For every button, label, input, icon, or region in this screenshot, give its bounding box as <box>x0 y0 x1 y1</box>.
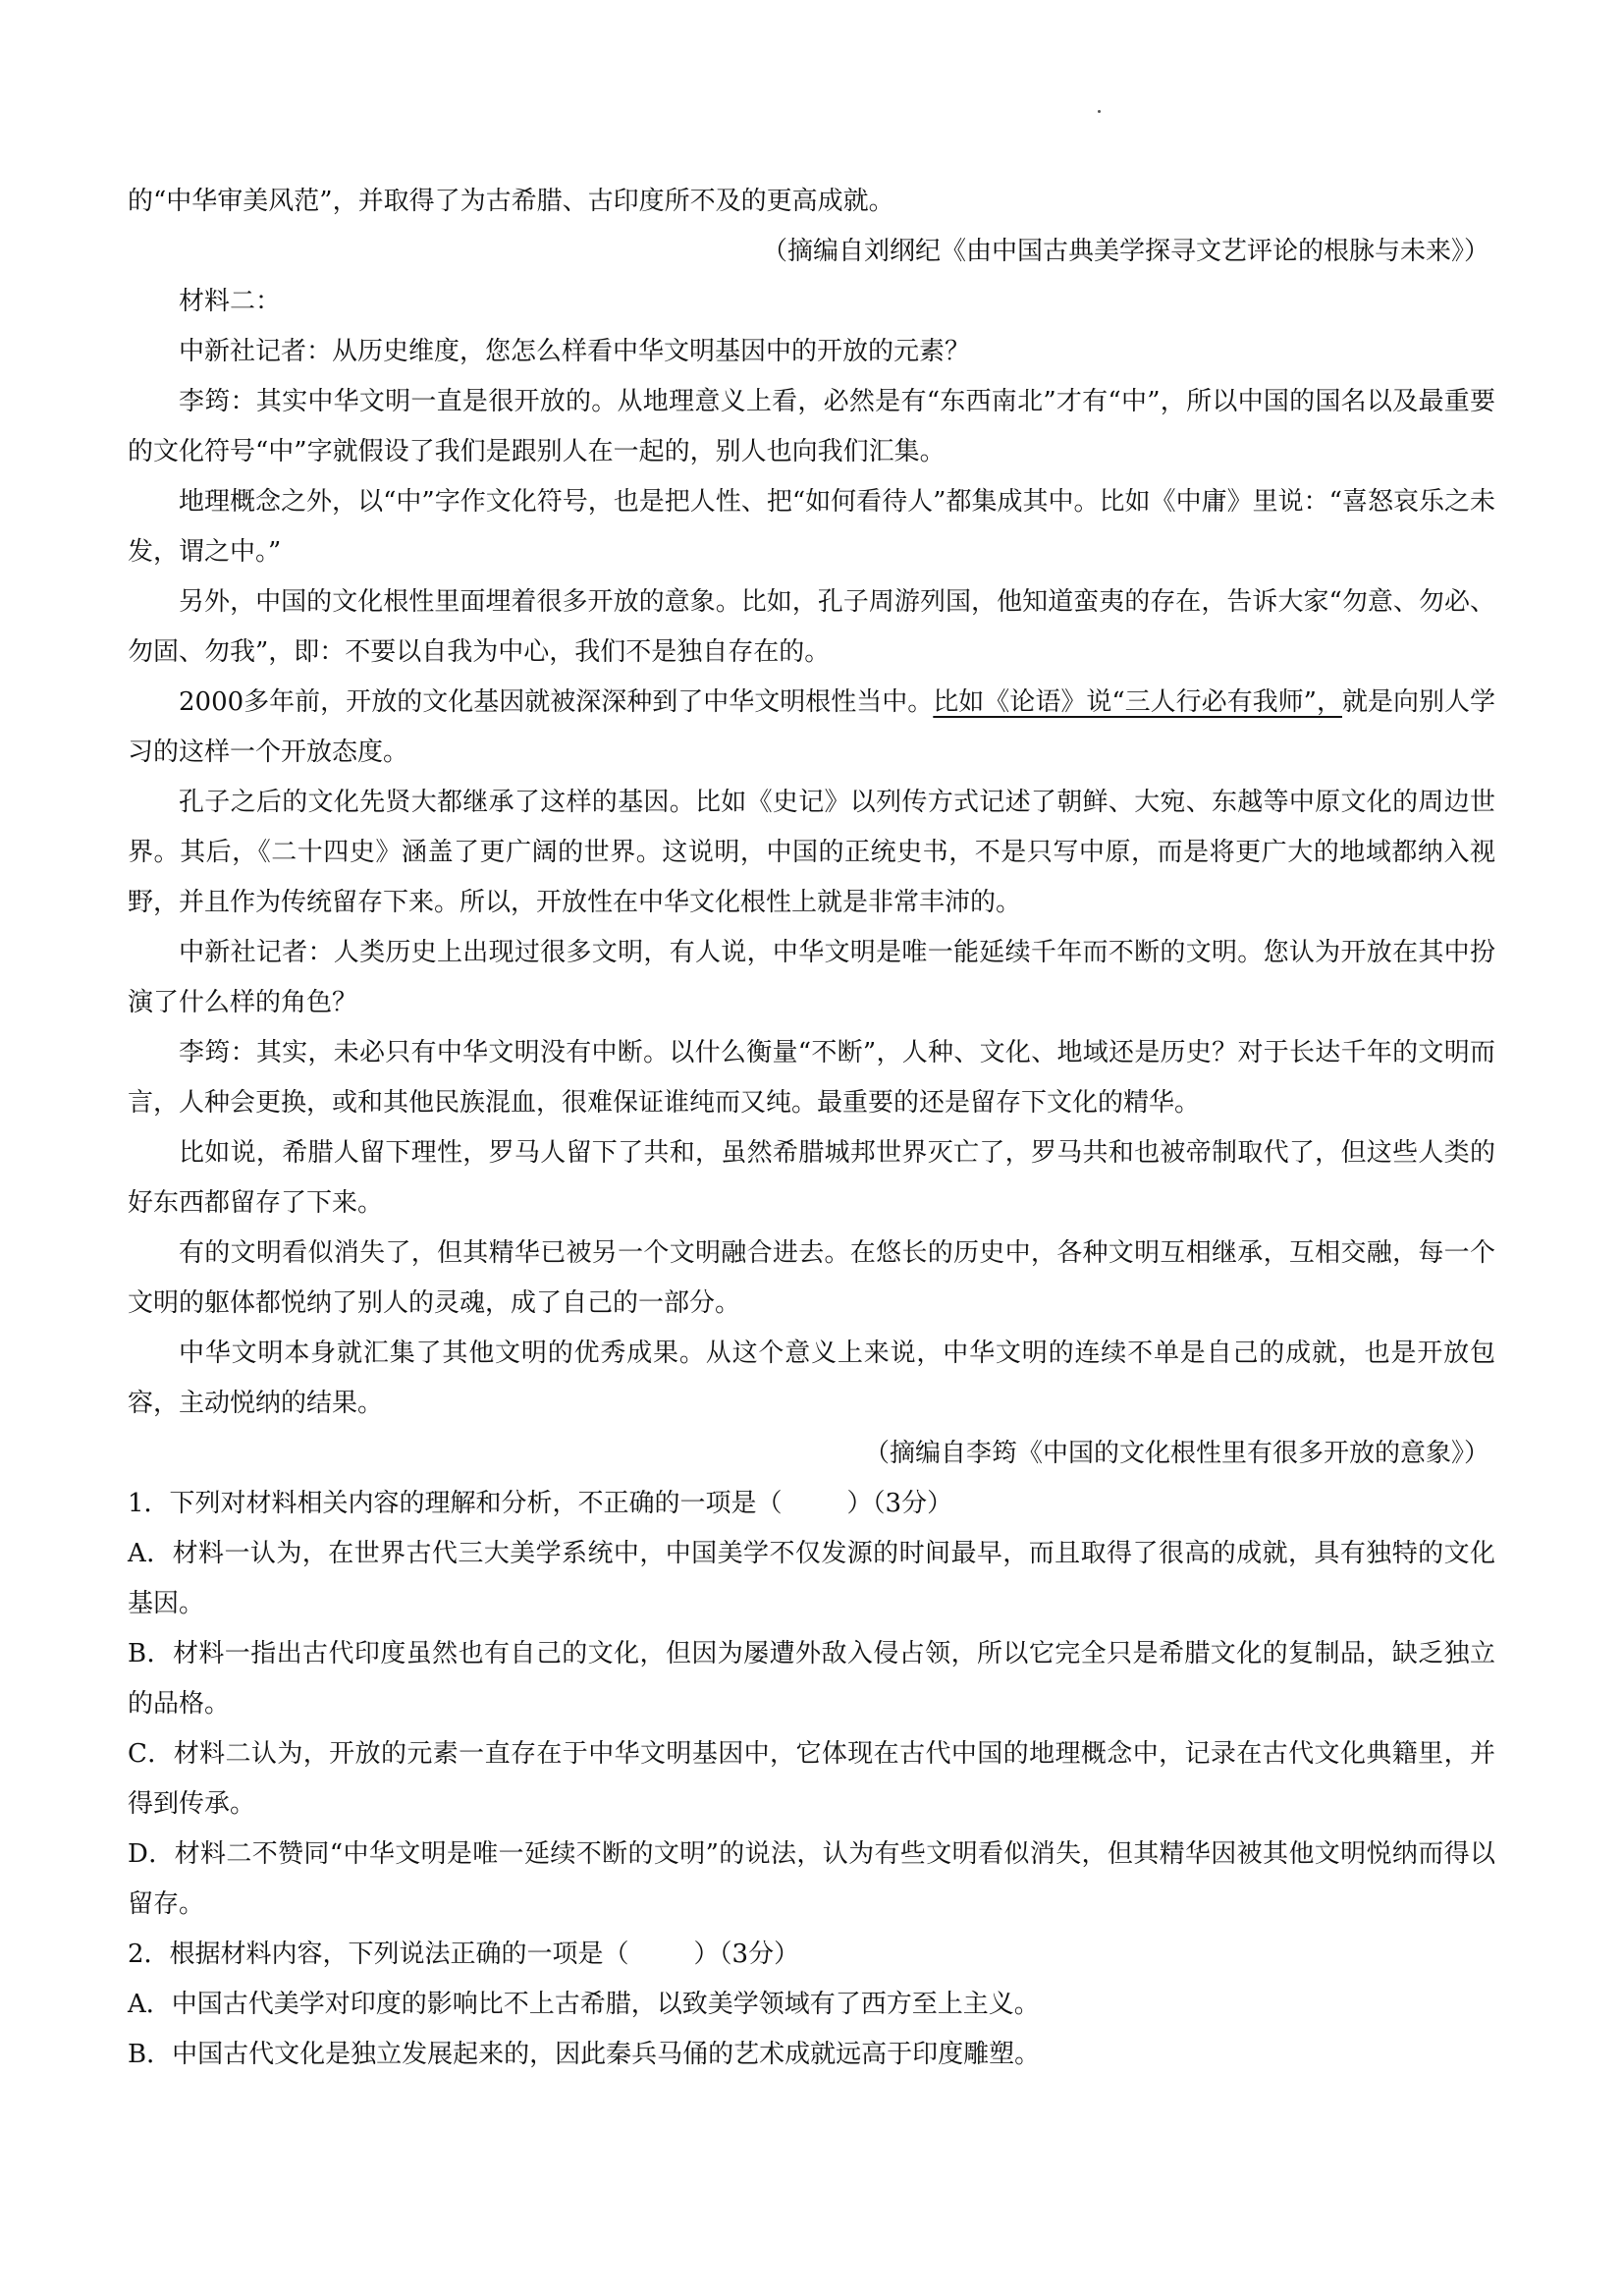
p5-before: 2000多年前，开放的文化基因就被深深种到了中华文明根性当中。 <box>179 687 934 717</box>
p5-after: 就是向别人学习的这样一个开放态度。 <box>128 687 1495 767</box>
question1-option-c: C．材料二认为，开放的元素一直存在于中华文明基因中，它体现在古代中国的地理概念中，记录在古代文化典籍里，并得到传承。 <box>128 1739 1495 1819</box>
paragraph: 中新社记者：从历史维度，您怎么样看中华文明基因中的开放的元素？ <box>179 337 971 366</box>
paragraph: 地理概念之外，以“中”字作文化符号，也是把人性、把“如何看待人”都集成其中。比如《中庸》里说：“喜怒哀乐之未发，谓之中。” <box>128 487 1495 567</box>
paragraph: 孔子之后的文化先贤大都继承了这样的基因。比如《史记》以列传方式记述了朝鲜、大宛、东越等中原文化的周边世界。其后，《二十四史》涵盖了更广阔的世界。这说明，中国的正统史书，不是只写中原，而是将更广大的地域都纳入视野，并且作为传统留存下来。所以，开放性在中华文化根性上就是非常丰沛的。 <box>128 788 1495 917</box>
paragraph: 中华文明本身就汇集了其他文明的优秀成果。从这个意义上来说，中华文明的连续不单是自己的成就，也是开放包容，主动悦纳的结果。 <box>128 1339 1495 1418</box>
question2-option-a: A．中国古代美学对印度的影响比不上古希腊，以致美学领域有了西方至上主义。 <box>128 1990 1040 2019</box>
paragraph: 中新社记者：人类历史上出现过很多文明，有人说，中华文明是唯一能延续千年而不断的文明。您认为开放在其中扮演了什么样的角色？ <box>128 938 1495 1017</box>
corner-dot <box>1098 110 1101 113</box>
material1-last-line: 的“中华审美风范”，并取得了为古希腊、古印度所不及的更高成就。 <box>128 187 894 216</box>
question1-option-a: A．材料一认为，在世界古代三大美学系统中，中国美学不仅发源的时间最早，而且取得了很高的成就，具有独特的文化基因。 <box>128 1539 1495 1618</box>
paragraph: 比如说，希腊人留下理性，罗马人留下了共和，虽然希腊城邦世界灭亡了，罗马共和也被帝制取代了，但这些人类的好东西都留存了下来。 <box>128 1138 1495 1218</box>
paragraph: 有的文明看似消失了，但其精华已被另一个文明融合进去。在悠长的历史中，各种文明互相继承，互相交融，每一个文明的躯体都悦纳了别人的灵魂，成了自己的一部分。 <box>128 1238 1495 1318</box>
paragraph: 李筠：其实中华文明一直是很开放的。从地理意义上看，必然是有“东西南北”才有“中”，所以中国的国名以及最重要的文化符号“中”字就假设了我们是跟别人在一起的，别人也向我们汇集。 <box>128 387 1495 466</box>
paragraph: 另外，中国的文化根性里面埋着很多开放的意象。比如，孔子周游列国，他知道蛮夷的存在，告诉大家“勿意、勿必、勿固、勿我”，即：不要以自我为中心，我们不是独自存在的。 <box>128 587 1495 667</box>
material2-title: 材料二： <box>179 287 282 316</box>
material2-source: （摘编自李筠《中国的文化根性里有很多开放的意象》） <box>863 1439 1489 1468</box>
question1-option-b: B．材料一指出古代印度虽然也有自己的文化，但因为屡遭外敌入侵占领，所以它完全只是希腊文化的复制品，缺乏独立的品格。 <box>128 1639 1495 1719</box>
paragraph: 李筠：其实，未必只有中华文明没有中断。以什么衡量“不断”，人种、文化、地域还是历史？对于长达千年的文明而言，人种会更换，或和其他民族混血，很难保证谁纯而又纯。最重要的还是留存下文化的精华。 <box>128 1038 1495 1118</box>
question1-stem: 1．下列对材料相关内容的理解和分析，不正确的一项是（ ）（3分） <box>128 1489 953 1518</box>
material1-source: （摘编自刘纲纪《由中国古典美学探寻文艺评论的根脉与未来》） <box>761 237 1489 266</box>
paragraph-with-underline <box>128 678 1495 778</box>
question2-stem: 2．根据材料内容，下列说法正确的一项是（ ）（3分） <box>128 1940 800 1969</box>
underlined-sentence: 比如《论语》说“三人行必有我师”， <box>933 687 1342 717</box>
question1-option-d: D．材料二不赞同“中华文明是唯一延续不断的文明”的说法，认为有些文明看似消失，但其精华因被其他文明悦纳而得以留存。 <box>128 1839 1495 1919</box>
question2-option-b: B．中国古代文化是独立发展起来的，因此秦兵马俑的艺术成就远高于印度雕塑。 <box>128 2040 1041 2069</box>
